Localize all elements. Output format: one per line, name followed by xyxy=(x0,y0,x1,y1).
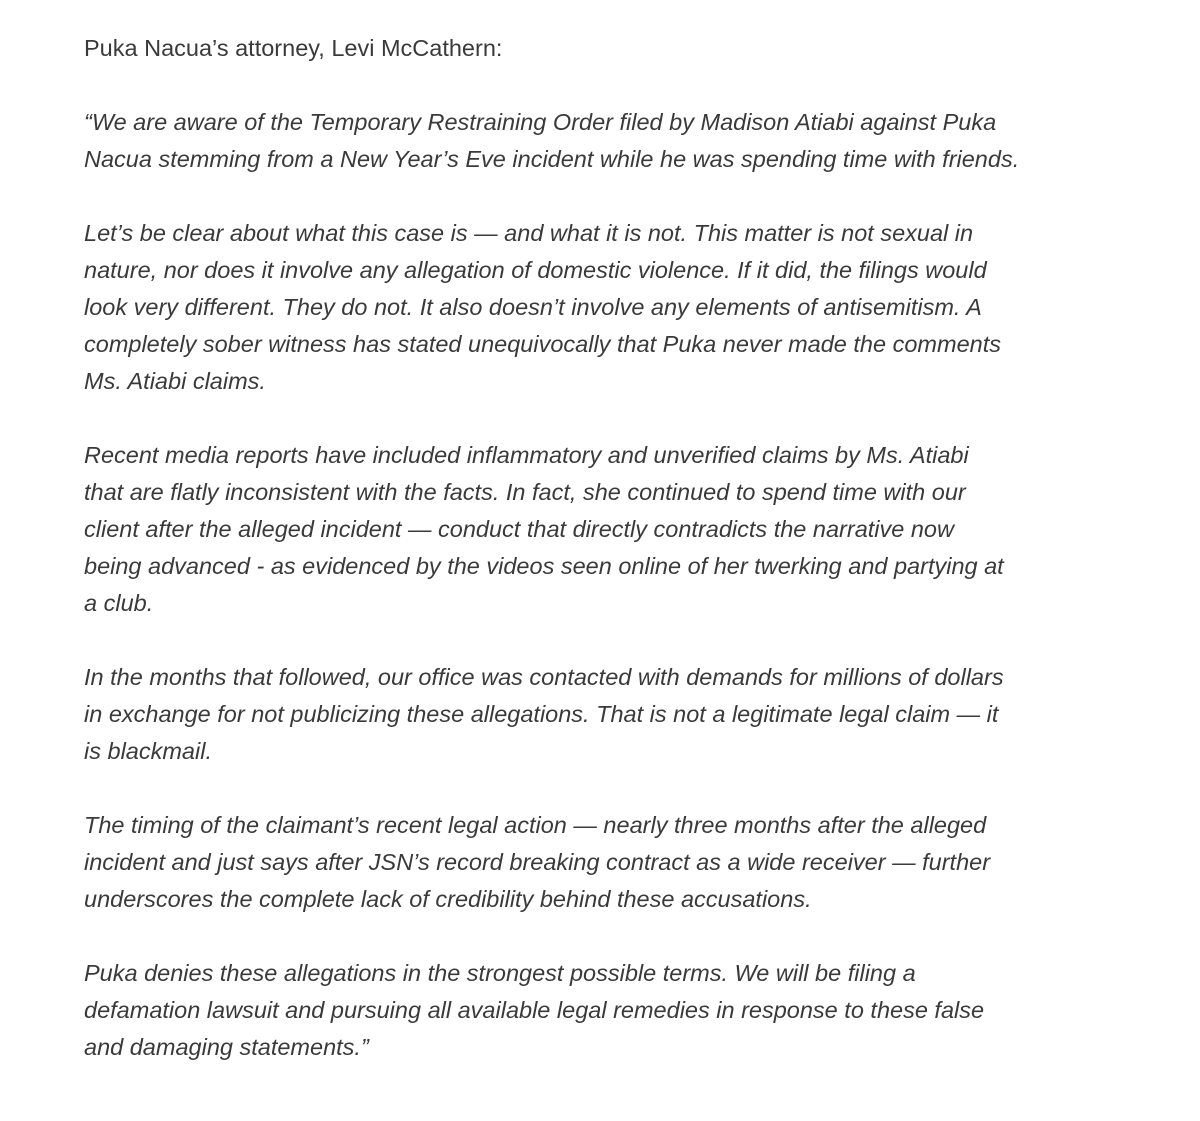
text-line: Puka denies these allegations in the strongest possible terms. We will be filing a xyxy=(84,960,916,986)
text-line: Let’s be clear about what this case is — and what it is not. This matter is not sexual in xyxy=(84,220,974,246)
statement-paragraph-3 xyxy=(84,437,1144,622)
text-line: being advanced - as evidenced by the videos seen online of her twerking and partying at xyxy=(84,553,1004,579)
text-line: Nacua stemming from a New Year’s Eve incident while he was spending time with friends. xyxy=(84,146,1020,172)
text-line: Recent media reports have included inflammatory and unverified claims by Ms. Atiabi xyxy=(84,442,969,468)
text-line: a club. xyxy=(84,590,154,616)
text-line: “We are aware of the Temporary Restraining Order filed by Madison Atiabi against Puka xyxy=(84,109,997,135)
text-line: defamation lawsuit and pursuing all available legal remedies in response to these false xyxy=(84,997,985,1023)
statement-paragraph-4 xyxy=(84,659,1144,770)
text-line: nature, nor does it involve any allegation of domestic violence. If it did, the filings would xyxy=(84,257,987,283)
text-line: that are flatly inconsistent with the facts. In fact, she continued to spend time with our xyxy=(84,479,966,505)
text-line: in exchange for not publicizing these allegations. That is not a legitimate legal claim — it xyxy=(84,701,999,727)
statement-document xyxy=(84,30,1144,1066)
text-line: underscores the complete lack of credibility behind these accusations. xyxy=(84,886,812,912)
text-line: In the months that followed, our office was contacted with demands for millions of dollars xyxy=(84,664,1004,690)
text-line: completely sober witness has stated unequivocally that Puka never made the comments xyxy=(84,331,1001,357)
text-line: Ms. Atiabi claims. xyxy=(84,368,266,394)
statement-paragraph-5 xyxy=(84,807,1144,918)
statement-paragraph-1 xyxy=(84,104,1144,178)
text-line: The timing of the claimant’s recent legal action — nearly three months after the alleged xyxy=(84,812,987,838)
text-line: look very different. They do not. It also doesn’t involve any elements of antisemitism. A xyxy=(84,294,982,320)
statement-heading: Puka Nacua’s attorney, Levi McCathern: xyxy=(84,35,503,61)
statement-paragraph-6 xyxy=(84,955,1144,1066)
text-line: incident and just says after JSN’s record breaking contract as a wide receiver — further xyxy=(84,849,991,875)
text-line: is blackmail. xyxy=(84,738,212,764)
text-line: client after the alleged incident — conduct that directly contradicts the narrative now xyxy=(84,516,954,542)
text-line: and damaging statements.” xyxy=(84,1034,369,1060)
statement-paragraph-2 xyxy=(84,215,1144,400)
